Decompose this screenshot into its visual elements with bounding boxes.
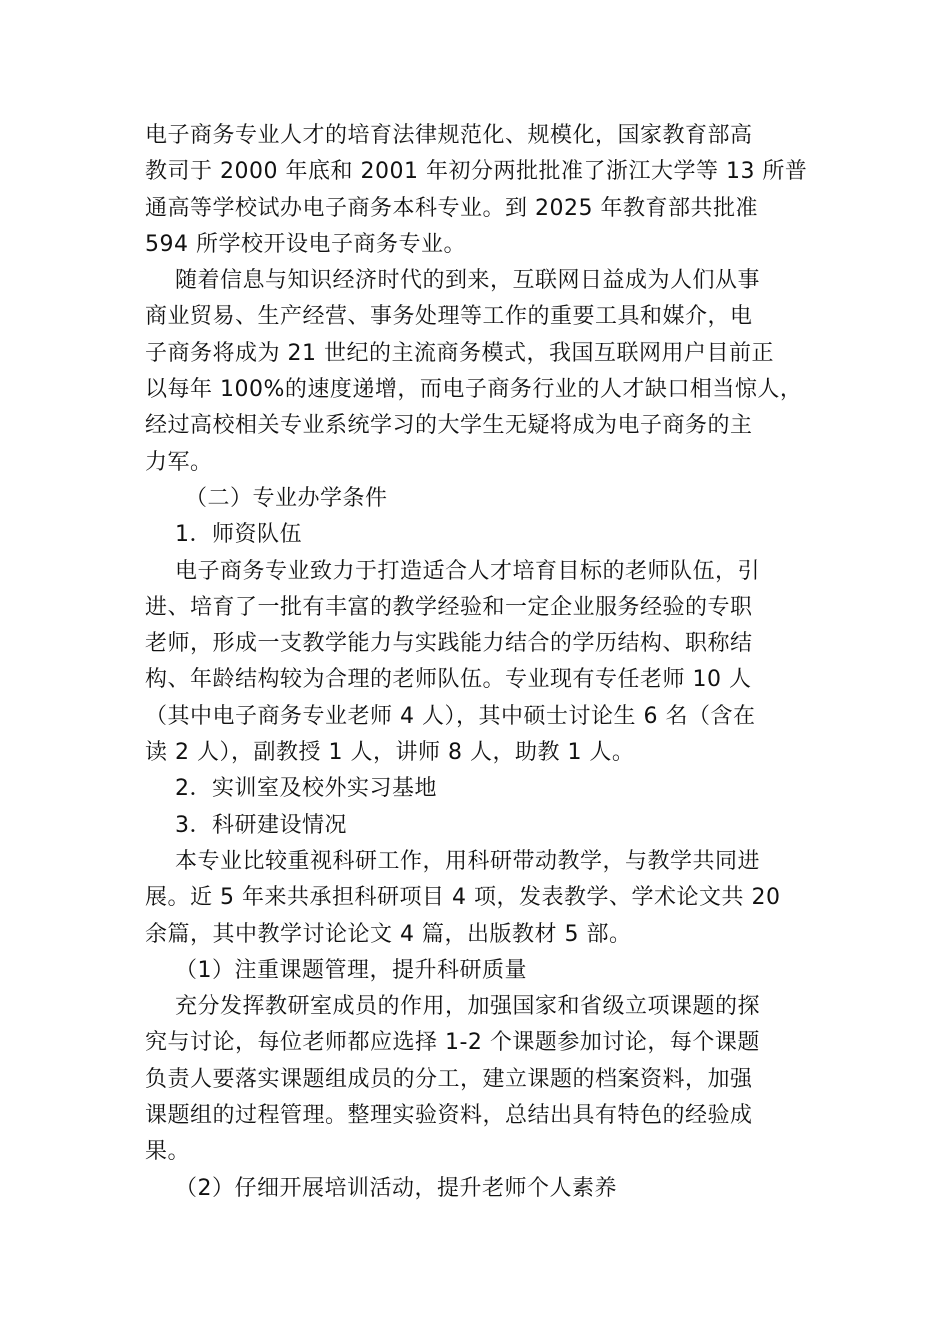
text-line: 果。: [145, 1139, 191, 1165]
text-line: 通高等学校试办电子商务本科专业。到 2025 年教育部共批准: [145, 195, 758, 221]
text-line: 商业贸易、生产经营、事务处理等工作的重要工具和媒介，电: [145, 304, 753, 330]
text-line: 究与讨论，每位老师都应选择 1-2 个课题参加讨论，每个课题: [145, 1030, 760, 1056]
text-line: 进、培育了一批有丰富的教学经验和一定企业服务经验的专职: [145, 594, 753, 620]
text-line: 教司于 2000 年底和 2001 年初分两批批准了浙江大学等 13 所普: [145, 159, 808, 185]
text-line: （其中电子商务专业老师 4 人），其中硕士讨论生 6 名（含在: [145, 703, 756, 729]
text-line: 电子商务专业人才的培育法律规范化、规模化，国家教育部高: [145, 123, 753, 148]
paragraph-start-line: 电子商务专业致力于打造适合人才培育目标的老师队伍，引: [175, 558, 761, 584]
paragraph-start-line: 本专业比较重视科研工作，用科研带动教学，与教学共同进: [175, 848, 761, 874]
text-line: 负责人要落实课题组成员的分工，建立课题的档案资料，加强: [145, 1066, 753, 1092]
text-line: 余篇，其中教学讨论论文 4 篇，出版教材 5 部。: [145, 921, 632, 947]
text-line: 课题组的过程管理。整理实验资料，总结出具有特色的经验成: [145, 1103, 753, 1129]
text-line: 构、年龄结构较为合理的老师队伍。专业现有专任老师 10 人: [145, 667, 752, 693]
paragraph-start-line: 充分发挥教研室成员的作用，加强国家和省级立项课题的探: [175, 994, 761, 1020]
text-line: 594 所学校开设电子商务专业。: [145, 231, 466, 257]
subsection-heading: 2．实训室及校外实习基地: [175, 776, 437, 802]
text-line: 展。近 5 年来共承担科研项目 4 项，发表教学、学术论文共 20: [145, 885, 781, 911]
text-line: 读 2 人），副教授 1 人，讲师 8 人，助教 1 人。: [145, 740, 635, 766]
item-heading: （1）注重课题管理，提升科研质量: [175, 957, 527, 983]
subsection-heading: 3．科研建设情况: [175, 812, 347, 838]
body-text: [145, 118, 815, 1207]
text-line: 经过高校相关专业系统学习的大学生无疑将成为电子商务的主: [145, 413, 753, 439]
paragraph-start-line: 随着信息与知识经济时代的到来，互联网日益成为人们从事: [175, 268, 761, 294]
text-line: 力军。: [145, 449, 213, 475]
subsection-heading: 1．师资队伍: [175, 522, 302, 548]
text-line: 子商务将成为 21 世纪的主流商务模式，我国互联网用户目前正: [145, 340, 774, 366]
text-line: 以每年 100%的速度递增，而电子商务行业的人才缺口相当惊人，: [145, 377, 803, 403]
section-heading: （二）专业办学条件: [185, 485, 388, 511]
item-heading: （2）仔细开展培训活动，提升老师个人素养: [175, 1175, 617, 1201]
text-line: 老师，形成一支教学能力与实践能力结合的学历结构、职称结: [145, 631, 753, 657]
